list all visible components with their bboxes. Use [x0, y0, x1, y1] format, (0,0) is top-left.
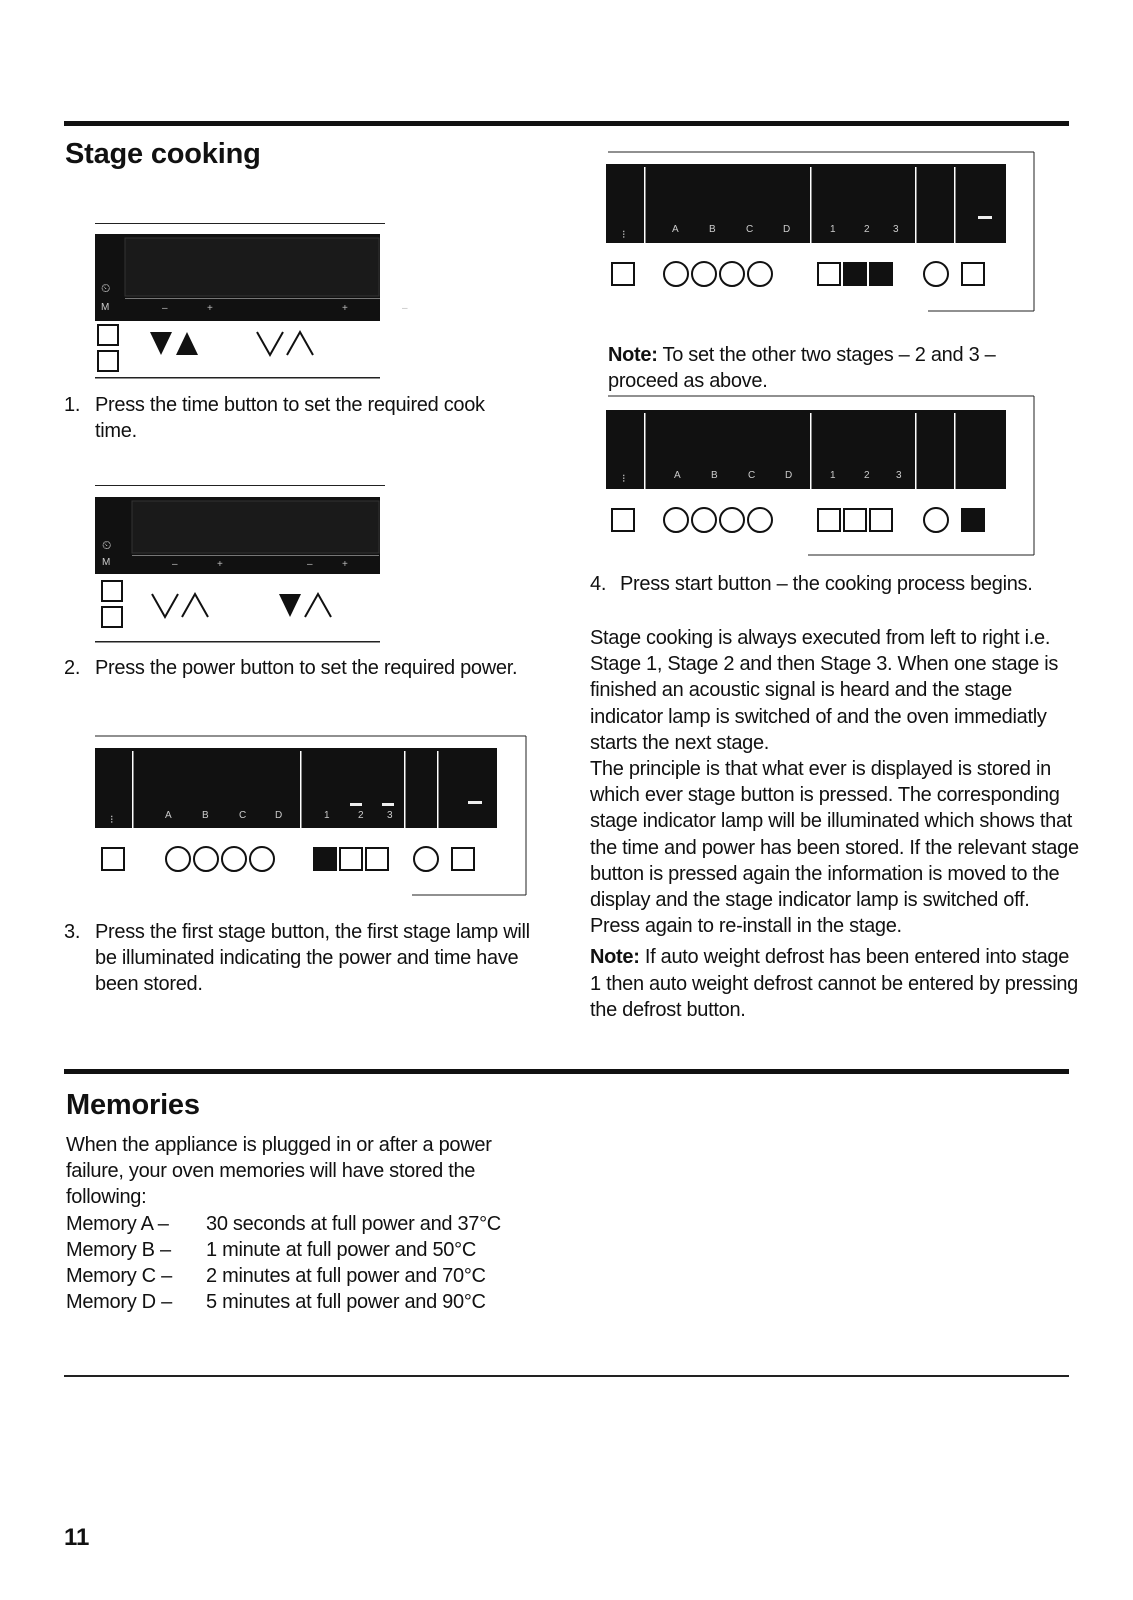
m-label: M [101, 302, 110, 313]
svg-text:–: – [162, 303, 168, 314]
memory-row [66, 1237, 546, 1263]
section-title-stage-cooking: Stage cooking [65, 138, 261, 170]
svg-text:–: – [172, 559, 178, 570]
stage-digit: 3 [893, 224, 899, 235]
stage-button-1-pressed [314, 848, 336, 870]
stage-button-3 [366, 848, 388, 870]
memory-label: Memory D – [66, 1291, 172, 1314]
step-1 [64, 392, 524, 444]
step-text: Press start button – the cooking process begins. [620, 573, 1033, 595]
memory-button-b [194, 847, 218, 871]
stage-button-2 [340, 848, 362, 870]
stage-digit: 2 [864, 224, 870, 235]
svg-text:–: – [402, 303, 408, 314]
stage-cooking-explanation [590, 625, 1080, 1023]
svg-text:⁝: ⁝ [622, 473, 626, 485]
stage-lamp-on [350, 803, 362, 806]
stop-button [414, 847, 438, 871]
stage-lamp-on [382, 803, 394, 806]
memory-letter: B [202, 810, 209, 821]
memory-letter: B [711, 470, 718, 481]
note-other-stages [608, 342, 1048, 394]
memory-letter: C [748, 470, 756, 481]
memory-label: Memory A – [66, 1212, 169, 1235]
memory-row [66, 1289, 546, 1315]
memories-rule [64, 1069, 1069, 1074]
stage-digit: 1 [324, 810, 330, 821]
memory-letter: D [785, 470, 793, 481]
stage-panel-diagram-start [598, 390, 1048, 562]
note-text: If auto weight defrost has been entered into stage 1 then auto weight defrost cannot be entered by pressing the defrost button. [590, 946, 1078, 1021]
note-text: To set the other two stages – 2 and 3 – proceed as above. [608, 344, 996, 393]
memory-letter: A [165, 810, 172, 821]
step-4 [590, 571, 1050, 597]
control-panel-diagram-time [92, 234, 408, 379]
outline-up-arrow-icon [287, 332, 313, 355]
svg-text:+: + [217, 559, 223, 570]
outline-up-arrow-icon [305, 594, 331, 617]
svg-text:+: + [207, 303, 213, 314]
svg-text:–: – [307, 559, 313, 570]
control-panel-diagram-power [92, 497, 392, 647]
svg-text:+: + [342, 559, 348, 570]
memory-letter: D [275, 810, 283, 821]
outline-down-arrow-icon [152, 594, 178, 617]
m-label: M [102, 557, 111, 568]
stage-digit: 1 [830, 224, 836, 235]
memory-value: 1 minute at full power and 50°C [206, 1238, 476, 1261]
section-title-memories: Memories [66, 1089, 200, 1121]
stage-digit: 3 [896, 470, 902, 481]
explanation-paragraph: The principle is that what ever is displayed is stored in which ever stage button is pressed. The corresponding stage indicator lamp will be illuminated which shows that the time and power has been stored. If the relevant stage button is pressed again the information is moved to the display and the stage indicator lamp is switched off. Press again to re-install in the stage. [590, 758, 1079, 938]
memory-row [66, 1263, 546, 1289]
svg-text:⏲: ⏲ [102, 538, 112, 552]
power-button-square [98, 351, 118, 371]
memory-row [66, 1211, 546, 1237]
note-label: Note: [590, 946, 640, 969]
stage-digit: 2 [864, 470, 870, 481]
memories-body [66, 1132, 546, 1315]
memory-letter: D [783, 224, 791, 235]
step-2 [64, 655, 524, 681]
memory-value: 30 seconds at full power and 37°C [206, 1212, 501, 1235]
filled-down-arrow-icon [150, 332, 172, 355]
memory-button-d [250, 847, 274, 871]
stage-digit: 1 [830, 470, 836, 481]
explanation-paragraph: Stage cooking is always executed from left to right i.e. Stage 1, Stage 2 and then Stage 3. When one stage is finished an acoustic signal is heard and the stage indicator lamp is switched of and the oven immediatly starts the next stage. [590, 627, 1059, 754]
memory-letter: C [239, 810, 247, 821]
start-button-pressed [962, 509, 984, 531]
step-number: 2. [64, 657, 81, 679]
stage-digit: 2 [358, 810, 364, 821]
step-number: 1. [64, 394, 81, 416]
stage-digit: 3 [387, 810, 393, 821]
memory-value: 5 minutes at full power and 90°C [206, 1291, 486, 1314]
memory-letter: B [709, 224, 716, 235]
step-text: Press the power button to set the required power. [95, 657, 518, 679]
memory-value: 2 minutes at full power and 70°C [206, 1265, 486, 1288]
memory-button-a [166, 847, 190, 871]
filled-up-arrow-icon [176, 332, 198, 355]
memory-button-c [222, 847, 246, 871]
diagram-rule [95, 223, 385, 224]
step-text: Press the time button to set the required cook time. [95, 394, 485, 442]
diagram-rule [95, 485, 385, 486]
svg-text:⁝: ⁝ [110, 814, 114, 826]
svg-text:⏲: ⏲ [101, 281, 111, 295]
stage-panel-diagram-stage-set [598, 146, 1048, 318]
page-number: 11 [64, 1524, 90, 1551]
svg-text:+: + [342, 303, 348, 314]
step-number: 3. [64, 921, 81, 943]
defrost-button [102, 848, 124, 870]
outline-up-arrow-icon [182, 594, 208, 617]
memories-intro: When the appliance is plugged in or after a power failure, your oven memories will have stored the following: [66, 1134, 492, 1209]
step-3 [64, 919, 544, 997]
stage-panel-diagram-step3 [92, 733, 542, 903]
svg-text:⁝: ⁝ [622, 229, 626, 241]
memory-label: Memory B – [66, 1238, 171, 1261]
bottom-rule [64, 1375, 1069, 1377]
outline-down-arrow-icon [257, 332, 283, 355]
memory-letter: A [674, 470, 681, 481]
step-text: Press the first stage button, the first stage lamp will be illuminated indicating the power and time have been stored. [95, 921, 530, 995]
top-rule [64, 121, 1069, 126]
filled-down-arrow-icon [279, 594, 301, 617]
memory-label: Memory C – [66, 1265, 172, 1288]
start-button [452, 848, 474, 870]
step-number: 4. [590, 573, 607, 595]
memory-letter: A [672, 224, 679, 235]
memory-letter: C [746, 224, 754, 235]
time-button-square [98, 325, 118, 345]
note-label: Note: [608, 344, 658, 366]
note-defrost [590, 944, 1080, 1023]
